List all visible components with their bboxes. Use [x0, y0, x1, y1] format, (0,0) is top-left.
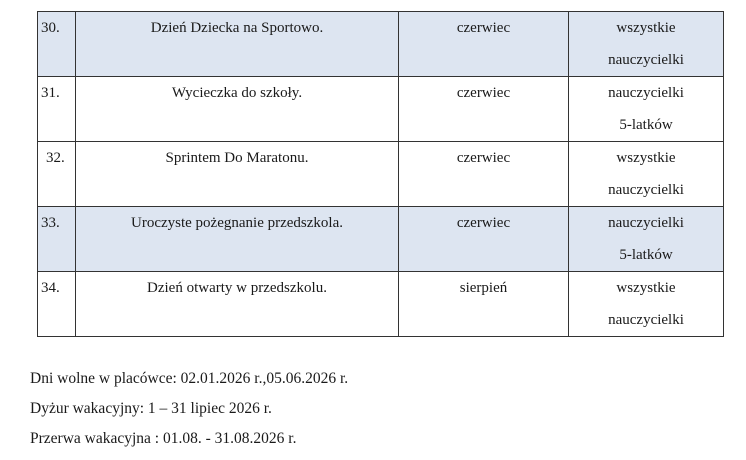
responsible-line-2: nauczycielki [608, 182, 684, 198]
responsible-line-1: nauczycielki [608, 215, 684, 231]
event-month: czerwiec [399, 142, 569, 207]
event-responsible [569, 207, 724, 272]
table-row [38, 142, 724, 207]
table-row [38, 12, 724, 77]
row-number: 32. [38, 142, 76, 207]
responsible-line-2: 5-latków [619, 117, 673, 133]
event-responsible [569, 272, 724, 337]
event-responsible [569, 77, 724, 142]
event-title: Sprintem Do Maratonu. [76, 142, 399, 207]
event-responsible [569, 12, 724, 77]
row-number: 30. [38, 12, 76, 77]
table-row [38, 272, 724, 337]
table-row [38, 77, 724, 142]
table-row [38, 207, 724, 272]
event-responsible [569, 142, 724, 207]
events-table [37, 11, 724, 337]
responsible-line-1: wszystkie [616, 150, 676, 166]
summer-break-note: Przerwa wakacyjna : 01.08. - 31.08.2026 r. [30, 430, 297, 447]
event-month: sierpień [399, 272, 569, 337]
event-title: Dzień otwarty w przedszkolu. [76, 272, 399, 337]
event-title: Dzień Dziecka na Sportowo. [76, 12, 399, 77]
event-month: czerwiec [399, 77, 569, 142]
days-off-note: Dni wolne w placówce: 02.01.2026 r.,05.06.2026 r. [30, 370, 349, 387]
event-title: Uroczyste pożegnanie przedszkola. [76, 207, 399, 272]
responsible-line-2: 5-latków [619, 247, 673, 263]
event-month: czerwiec [399, 207, 569, 272]
responsible-line-2: nauczycielki [608, 312, 684, 328]
row-number: 33. [38, 207, 76, 272]
notes-section [30, 364, 348, 454]
responsible-line-1: wszystkie [616, 20, 676, 36]
event-title: Wycieczka do szkoły. [76, 77, 399, 142]
row-number: 34. [38, 272, 76, 337]
event-month: czerwiec [399, 12, 569, 77]
row-number: 31. [38, 77, 76, 142]
responsible-line-1: wszystkie [616, 280, 676, 296]
summer-duty-note: Dyżur wakacyjny: 1 – 31 lipiec 2026 r. [30, 400, 272, 417]
responsible-line-2: nauczycielki [608, 52, 684, 68]
responsible-line-1: nauczycielki [608, 85, 684, 101]
